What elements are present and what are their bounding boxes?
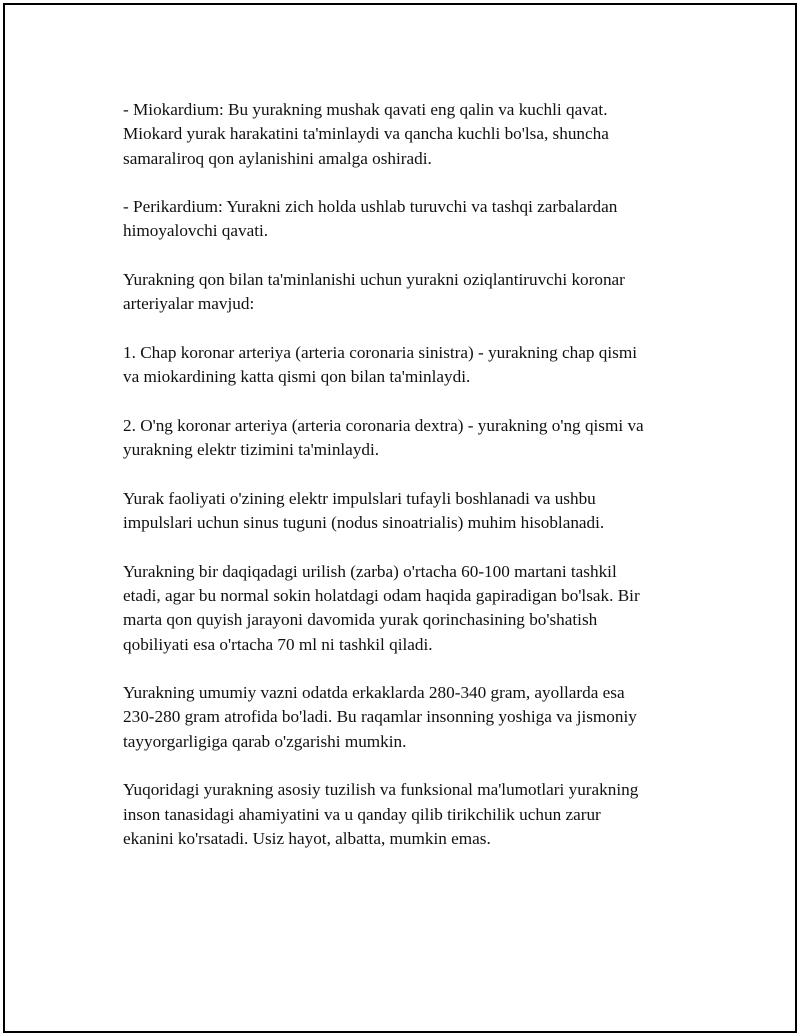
paragraph-chap-koronar: 1. Chap koronar arteriya (arteria coronaria sinistra) - yurakning chap qismi va miokardining katta qismi qon bilan ta'minlaydi. [123, 342, 637, 387]
page-frame [3, 3, 797, 1033]
paragraph-perikardium: - Perikardium: Yurakni zich holda ushlab turuvchi va tashqi zarbalardan himoyalovchi qavati. [123, 197, 618, 241]
paragraph-urilish: Yurakning bir daqiqadagi urilish (zarba) o'rtacha 60-100 martani tashkil etadi, agar bu normal sokin holatdagi odam haqida gapiradigan bo'lsak. Bir marta qon quyish jarayoni davomida yurak qorinchasining bo'shatish qobiliyati esa o'rtacha 70 ml ni tashkil qiladi. [123, 561, 640, 654]
paragraph-koronar-intro: Yurakning qon bilan ta'minlanishi uchun yurakni oziqlantiruvchi koronar arteriyalar mavjud: [123, 270, 625, 314]
paragraph-ong-koronar: 2. O'ng koronar arteriya (arteria coronaria dextra) - yurakning o'ng qismi va yurakning elektr tizimini ta'minlaydi. [123, 415, 644, 460]
paragraph-vazn: Yurakning umumiy vazni odatda erkaklarda 280-340 gram, ayollarda esa 230-280 gram atrofida bo'ladi. Bu raqamlar insonning yoshiga va jismoniy tayyorgarligiga qarab o'zgarishi mumkin. [123, 683, 637, 751]
paragraph-miokardium: - Miokardium: Bu yurakning mushak qavati eng qalin va kuchli qavat. Miokard yurak harakatini ta'minlaydi va qancha kuchli bo'lsa, shuncha samaraliroq qon aylanishini amalga oshiradi. [123, 100, 609, 168]
paragraph-xulosa: Yuqoridagi yurakning asosiy tuzilish va funksional ma'lumotlari yurakning inson tanasidagi ahamiyatini va u qanday qilib tirikchilik uchun zarur ekanini ko'rsatadi. Usiz hayot, albatta, mumkin emas. [123, 780, 639, 848]
paragraph-elektr-impuls: Yurak faoliyati o'zining elektr impulslari tufayli boshlanadi va ushbu impulslari uchun sinus tuguni (nodus sinoatrialis) muhim hisoblanadi. [123, 488, 605, 533]
document-body [123, 98, 691, 876]
